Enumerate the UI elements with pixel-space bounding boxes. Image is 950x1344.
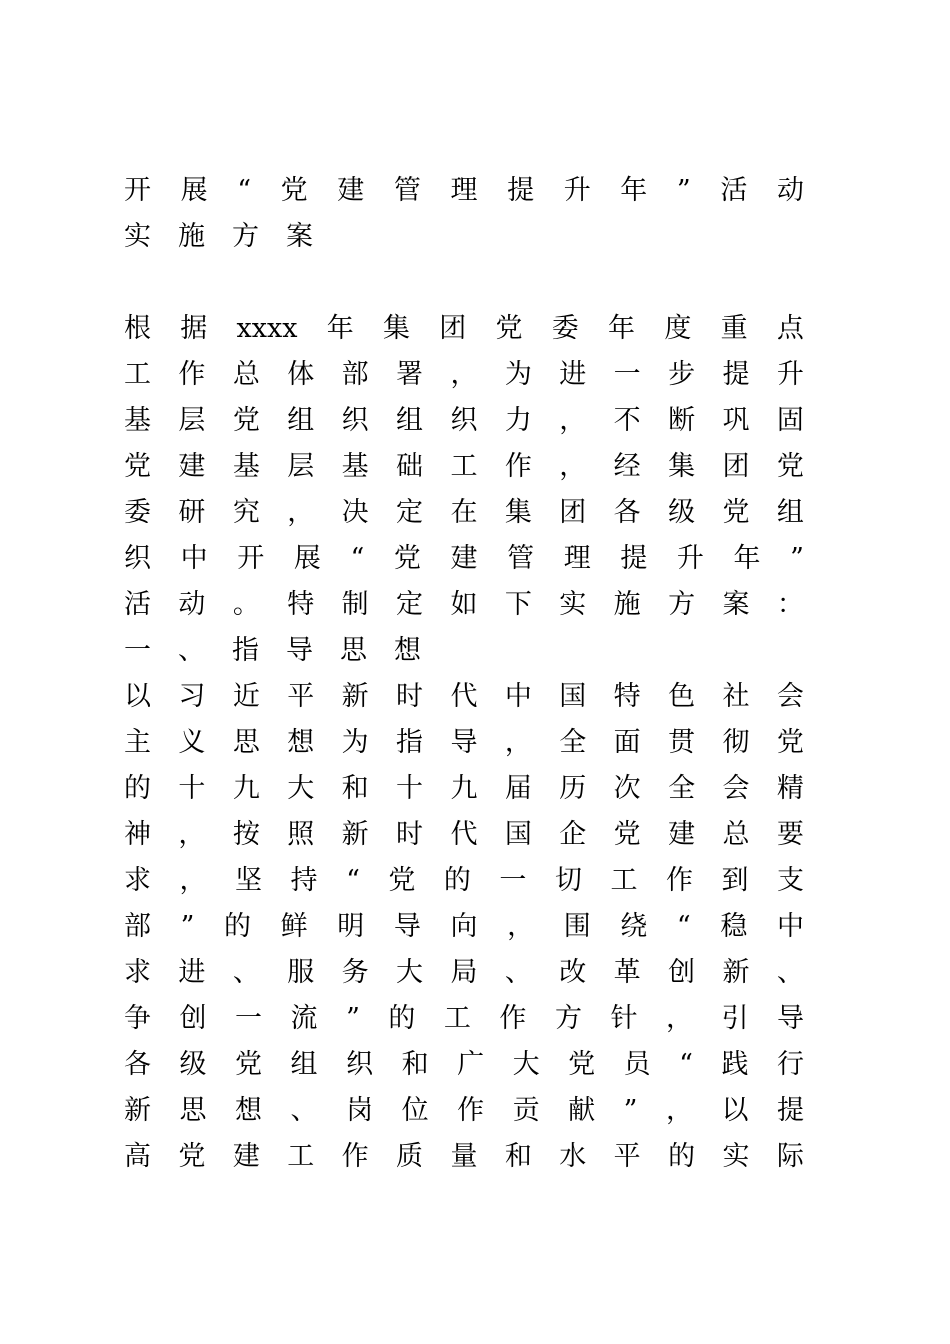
text-token: 方	[554, 1003, 582, 1034]
text-token: 基	[341, 451, 369, 482]
text-token: 总	[722, 819, 750, 850]
text-token: 党	[388, 865, 416, 896]
text-token: 色	[668, 681, 696, 712]
text-token: ，	[179, 865, 207, 896]
text-token: 集	[504, 497, 532, 528]
text-token: 贯	[668, 727, 696, 758]
text-token: 年	[608, 313, 636, 344]
text-token: 开	[237, 543, 265, 574]
text-token: 全	[668, 773, 696, 804]
text-token: 时	[396, 681, 424, 712]
text-token: 作	[178, 359, 206, 390]
text-token: 贡	[512, 1095, 540, 1126]
text-token: 党	[495, 313, 523, 344]
text-token: 团	[559, 497, 587, 528]
text-token: 一	[124, 635, 151, 666]
text-token: ”	[180, 911, 195, 942]
text-token: 部	[341, 359, 369, 390]
text-token: 创	[668, 957, 696, 988]
body-line	[124, 766, 804, 812]
text-token: 施	[613, 589, 641, 620]
text-token: 提	[722, 359, 750, 390]
text-token: 制	[341, 589, 369, 620]
text-token: 想	[287, 727, 315, 758]
text-token: 向	[450, 911, 478, 942]
text-token: 定	[396, 589, 424, 620]
title-line-1	[124, 168, 804, 214]
text-token: 织	[124, 543, 151, 574]
text-token: 一	[499, 865, 527, 896]
text-token: 流	[290, 1003, 318, 1034]
text-token: 新	[722, 957, 750, 988]
text-token: 各	[613, 497, 641, 528]
text-token: 国	[504, 819, 532, 850]
text-token: 按	[232, 819, 260, 850]
text-token: 量	[450, 1141, 478, 1172]
text-token: 彻	[722, 727, 750, 758]
text-token: 以	[721, 1095, 749, 1126]
text-token: 九	[450, 773, 478, 804]
text-token: 企	[559, 819, 587, 850]
body-line	[124, 904, 804, 950]
text-token: 革	[613, 957, 641, 988]
text-token: 据	[180, 313, 208, 344]
text-token: 中	[504, 681, 532, 712]
text-token: ”	[676, 175, 691, 206]
text-token: 党	[393, 543, 421, 574]
text-token: 度	[664, 313, 692, 344]
text-token: ，	[559, 451, 587, 482]
text-token: 管	[507, 543, 535, 574]
text-token: 建	[450, 543, 478, 574]
text-token: 巩	[722, 405, 750, 436]
body-line	[124, 1088, 804, 1134]
text-token: 党	[568, 1049, 596, 1080]
text-token: 针	[610, 1003, 638, 1034]
text-token: 团	[439, 313, 467, 344]
text-token: 活	[124, 589, 151, 620]
body-line	[124, 720, 804, 766]
text-token: 广	[457, 1049, 485, 1080]
text-token: 局	[450, 957, 478, 988]
text-token: 基	[232, 451, 260, 482]
text-token: 中	[180, 543, 208, 574]
text-token: 步	[668, 359, 696, 390]
text-token: ，	[178, 819, 206, 850]
text-token: 争	[124, 1003, 151, 1034]
text-token: 决	[341, 497, 369, 528]
text-token: 次	[613, 773, 641, 804]
text-token: 。	[232, 589, 260, 620]
text-token: 的	[668, 1141, 696, 1172]
text-token: 开	[124, 175, 151, 206]
body-line	[124, 398, 804, 444]
text-token: 献	[568, 1095, 596, 1126]
text-token: 在	[450, 497, 478, 528]
text-token: 和	[341, 773, 369, 804]
text-token: 以	[124, 681, 151, 712]
text-token: 想	[394, 635, 421, 666]
text-token: 新	[341, 819, 369, 850]
text-token: 建	[232, 1141, 260, 1172]
text-token: 大	[396, 957, 424, 988]
text-token: 高	[124, 1141, 151, 1172]
text-token: 围	[563, 911, 591, 942]
body-line	[124, 490, 804, 536]
text-token: 案	[286, 221, 313, 252]
body-line	[124, 674, 804, 720]
text-token: 代	[450, 681, 478, 712]
text-token: ，	[450, 359, 478, 390]
text-token: 动	[178, 589, 206, 620]
text-token: 层	[178, 405, 206, 436]
text-token: 践	[721, 1049, 749, 1080]
text-token: 支	[777, 865, 804, 896]
text-token: “	[679, 1049, 693, 1080]
text-token: 的	[443, 865, 471, 896]
text-token: 断	[668, 405, 696, 436]
text-token: ”	[346, 1003, 360, 1034]
text-token: 作	[341, 1141, 369, 1172]
text-token: 织	[341, 405, 369, 436]
text-token: 党	[280, 175, 308, 206]
text-token: 务	[341, 957, 369, 988]
text-token: 展	[180, 175, 208, 206]
text-token: 研	[178, 497, 206, 528]
text-token: 求	[124, 957, 151, 988]
body-line	[124, 306, 804, 352]
text-token: 指	[232, 635, 259, 666]
text-token: 施	[178, 221, 205, 252]
text-token: 究	[232, 497, 260, 528]
text-token: 员	[623, 1049, 651, 1080]
text-token: 党	[776, 451, 804, 482]
text-token: 九	[232, 773, 260, 804]
text-token: 会	[722, 773, 750, 804]
text-token: 际	[776, 1141, 804, 1172]
text-token: 集	[668, 451, 696, 482]
text-token: 活	[720, 175, 748, 206]
text-token: 新	[124, 1095, 151, 1126]
text-token: 织	[450, 405, 478, 436]
text-token: 求	[124, 865, 151, 896]
text-token: 党	[722, 497, 750, 528]
text-token: 神	[124, 819, 151, 850]
text-token: 作	[499, 1003, 527, 1034]
text-token: 工	[450, 451, 478, 482]
text-token: 组	[290, 1049, 318, 1080]
text-token: 提	[620, 543, 648, 574]
text-token: 照	[287, 819, 315, 850]
text-token: 提	[777, 1095, 804, 1126]
text-token: 点	[776, 313, 804, 344]
section-heading	[124, 628, 804, 674]
text-token: 精	[776, 773, 804, 804]
text-token: 指	[396, 727, 424, 758]
text-token: 实	[559, 589, 587, 620]
text-token: 织	[346, 1049, 374, 1080]
text-token: 导	[777, 1003, 804, 1034]
text-token: 进	[559, 359, 587, 390]
text-token: 年	[733, 543, 761, 574]
text-token: 质	[396, 1141, 424, 1172]
text-token: ，	[559, 405, 587, 436]
body-line	[124, 1042, 804, 1088]
text-token: 、	[178, 635, 205, 666]
text-token: “	[676, 911, 691, 942]
text-token: 持	[290, 865, 318, 896]
text-token: 工	[287, 1141, 315, 1172]
text-token: 进	[178, 957, 206, 988]
text-token: ，	[665, 1003, 693, 1034]
document-body	[124, 306, 804, 1180]
text-token: ，	[507, 911, 535, 942]
text-token: 方	[668, 589, 696, 620]
text-token: 和	[401, 1049, 429, 1080]
text-token: 委	[124, 497, 151, 528]
text-token: 岗	[346, 1095, 374, 1126]
text-token: 建	[178, 451, 206, 482]
text-token: 全	[559, 727, 587, 758]
text-token: 年	[326, 313, 354, 344]
body-line	[124, 582, 804, 628]
text-token: 一	[235, 1003, 263, 1034]
text-token: 团	[722, 451, 750, 482]
text-token: 社	[722, 681, 750, 712]
title-line-2	[124, 214, 804, 260]
text-token: 层	[287, 451, 315, 482]
text-token: 服	[287, 957, 315, 988]
text-token: 行	[777, 1049, 804, 1080]
text-token: 如	[450, 589, 478, 620]
text-token: 为	[341, 727, 369, 758]
text-token: 大	[287, 773, 315, 804]
text-token: 面	[613, 727, 641, 758]
text-token: 党	[235, 1049, 263, 1080]
text-token: 思	[340, 635, 367, 666]
text-token: 工	[124, 359, 151, 390]
text-token: 、	[504, 957, 532, 988]
text-token: 创	[179, 1003, 207, 1034]
text-token: “	[350, 543, 365, 574]
text-token: 集	[382, 313, 410, 344]
text-token: 明	[337, 911, 365, 942]
text-token: 建	[668, 819, 696, 850]
text-token: 十	[396, 773, 424, 804]
body-line	[124, 950, 804, 996]
text-token: 管	[393, 175, 421, 206]
text-token: 各	[124, 1049, 151, 1080]
body-line	[124, 1134, 804, 1180]
text-token: 组	[776, 497, 804, 528]
text-token: 委	[551, 313, 579, 344]
text-token: 升	[776, 359, 804, 390]
body-line	[124, 536, 804, 582]
text-token: 思	[232, 727, 260, 758]
text-token: 主	[124, 727, 151, 758]
text-token: 固	[776, 405, 804, 436]
text-token: 代	[450, 819, 478, 850]
text-token: 、	[232, 957, 260, 988]
text-token: 党	[232, 405, 260, 436]
text-token: 中	[776, 911, 804, 942]
text-token: 实	[722, 1141, 750, 1172]
text-token: 会	[776, 681, 804, 712]
text-token: 改	[559, 957, 587, 988]
text-token: 体	[287, 359, 315, 390]
text-token: 和	[504, 1141, 532, 1172]
body-line	[124, 996, 804, 1042]
text-token: 的	[388, 1003, 416, 1034]
text-token: 近	[232, 681, 260, 712]
text-token: “	[237, 175, 252, 206]
text-token: 党	[178, 1141, 206, 1172]
text-token: ”	[623, 1095, 638, 1126]
text-token: 、	[290, 1095, 318, 1126]
text-token: 、	[776, 957, 804, 988]
text-token: 级	[179, 1049, 207, 1080]
text-token: 根	[124, 313, 151, 344]
text-token: 提	[507, 175, 535, 206]
text-token: 的	[124, 773, 151, 804]
text-token: 一	[613, 359, 641, 390]
text-token: 重	[720, 313, 748, 344]
text-token: 基	[124, 405, 151, 436]
text-token: 下	[504, 589, 532, 620]
text-token: 为	[504, 359, 532, 390]
text-token: 作	[457, 1095, 485, 1126]
text-token: 础	[396, 451, 424, 482]
text-token: 导	[286, 635, 313, 666]
text-token: ：	[776, 589, 804, 620]
text-token: ，	[504, 727, 532, 758]
text-token: 升	[563, 175, 591, 206]
text-token: 方	[232, 221, 259, 252]
text-token: 总	[232, 359, 260, 390]
text-token: 绕	[620, 911, 648, 942]
text-token: 引	[721, 1003, 749, 1034]
text-token: 稳	[720, 911, 748, 942]
text-token: 新	[341, 681, 369, 712]
body-line	[124, 444, 804, 490]
text-token: 大	[512, 1049, 540, 1080]
text-token: 工	[443, 1003, 471, 1034]
text-token: 届	[504, 773, 532, 804]
text-token: 特	[613, 681, 641, 712]
text-token: 思	[179, 1095, 207, 1126]
text-token: 不	[613, 405, 641, 436]
text-token: ，	[287, 497, 315, 528]
text-token: 工	[610, 865, 638, 896]
document-title	[124, 168, 804, 260]
text-token: “	[346, 865, 360, 896]
text-token: 位	[401, 1095, 429, 1126]
text-token: 导	[450, 727, 478, 758]
text-token: 水	[559, 1141, 587, 1172]
text-token: 年	[620, 175, 648, 206]
text-token: 实	[124, 221, 151, 252]
text-token: 展	[293, 543, 321, 574]
text-token: 坚	[235, 865, 263, 896]
text-token: 经	[613, 451, 641, 482]
text-token: 义	[178, 727, 206, 758]
text-token: 党	[776, 727, 804, 758]
text-token: 定	[396, 497, 424, 528]
text-token: 署	[396, 359, 424, 390]
text-token: 理	[450, 175, 478, 206]
text-token: 国	[559, 681, 587, 712]
text-token: 建	[337, 175, 365, 206]
text-token: 升	[676, 543, 704, 574]
text-token: 到	[721, 865, 749, 896]
text-token: 鲜	[280, 911, 308, 942]
body-line	[124, 352, 804, 398]
text-token: 想	[235, 1095, 263, 1126]
text-token: 党	[613, 819, 641, 850]
text-token: 十	[178, 773, 206, 804]
text-token: 级	[668, 497, 696, 528]
text-token: 导	[393, 911, 421, 942]
text-token: 力	[504, 405, 532, 436]
text-token: 特	[287, 589, 315, 620]
text-token: xxxx	[236, 313, 298, 344]
text-token: 作	[504, 451, 532, 482]
body-line	[124, 812, 804, 858]
text-token: 的	[224, 911, 252, 942]
text-token: 时	[396, 819, 424, 850]
text-token: 历	[559, 773, 587, 804]
body-line	[124, 858, 804, 904]
text-token: 习	[178, 681, 206, 712]
text-token: 平	[613, 1141, 641, 1172]
text-token: 动	[776, 175, 804, 206]
text-token: 组	[287, 405, 315, 436]
text-token: 部	[124, 911, 151, 942]
text-token: 作	[665, 865, 693, 896]
text-token: 切	[554, 865, 582, 896]
text-token: 平	[287, 681, 315, 712]
text-token: ”	[790, 543, 804, 574]
text-token: 党	[124, 451, 151, 482]
text-token: 组	[396, 405, 424, 436]
text-token: 理	[563, 543, 591, 574]
text-token: 案	[722, 589, 750, 620]
text-token: 要	[776, 819, 804, 850]
text-token: ，	[665, 1095, 693, 1126]
